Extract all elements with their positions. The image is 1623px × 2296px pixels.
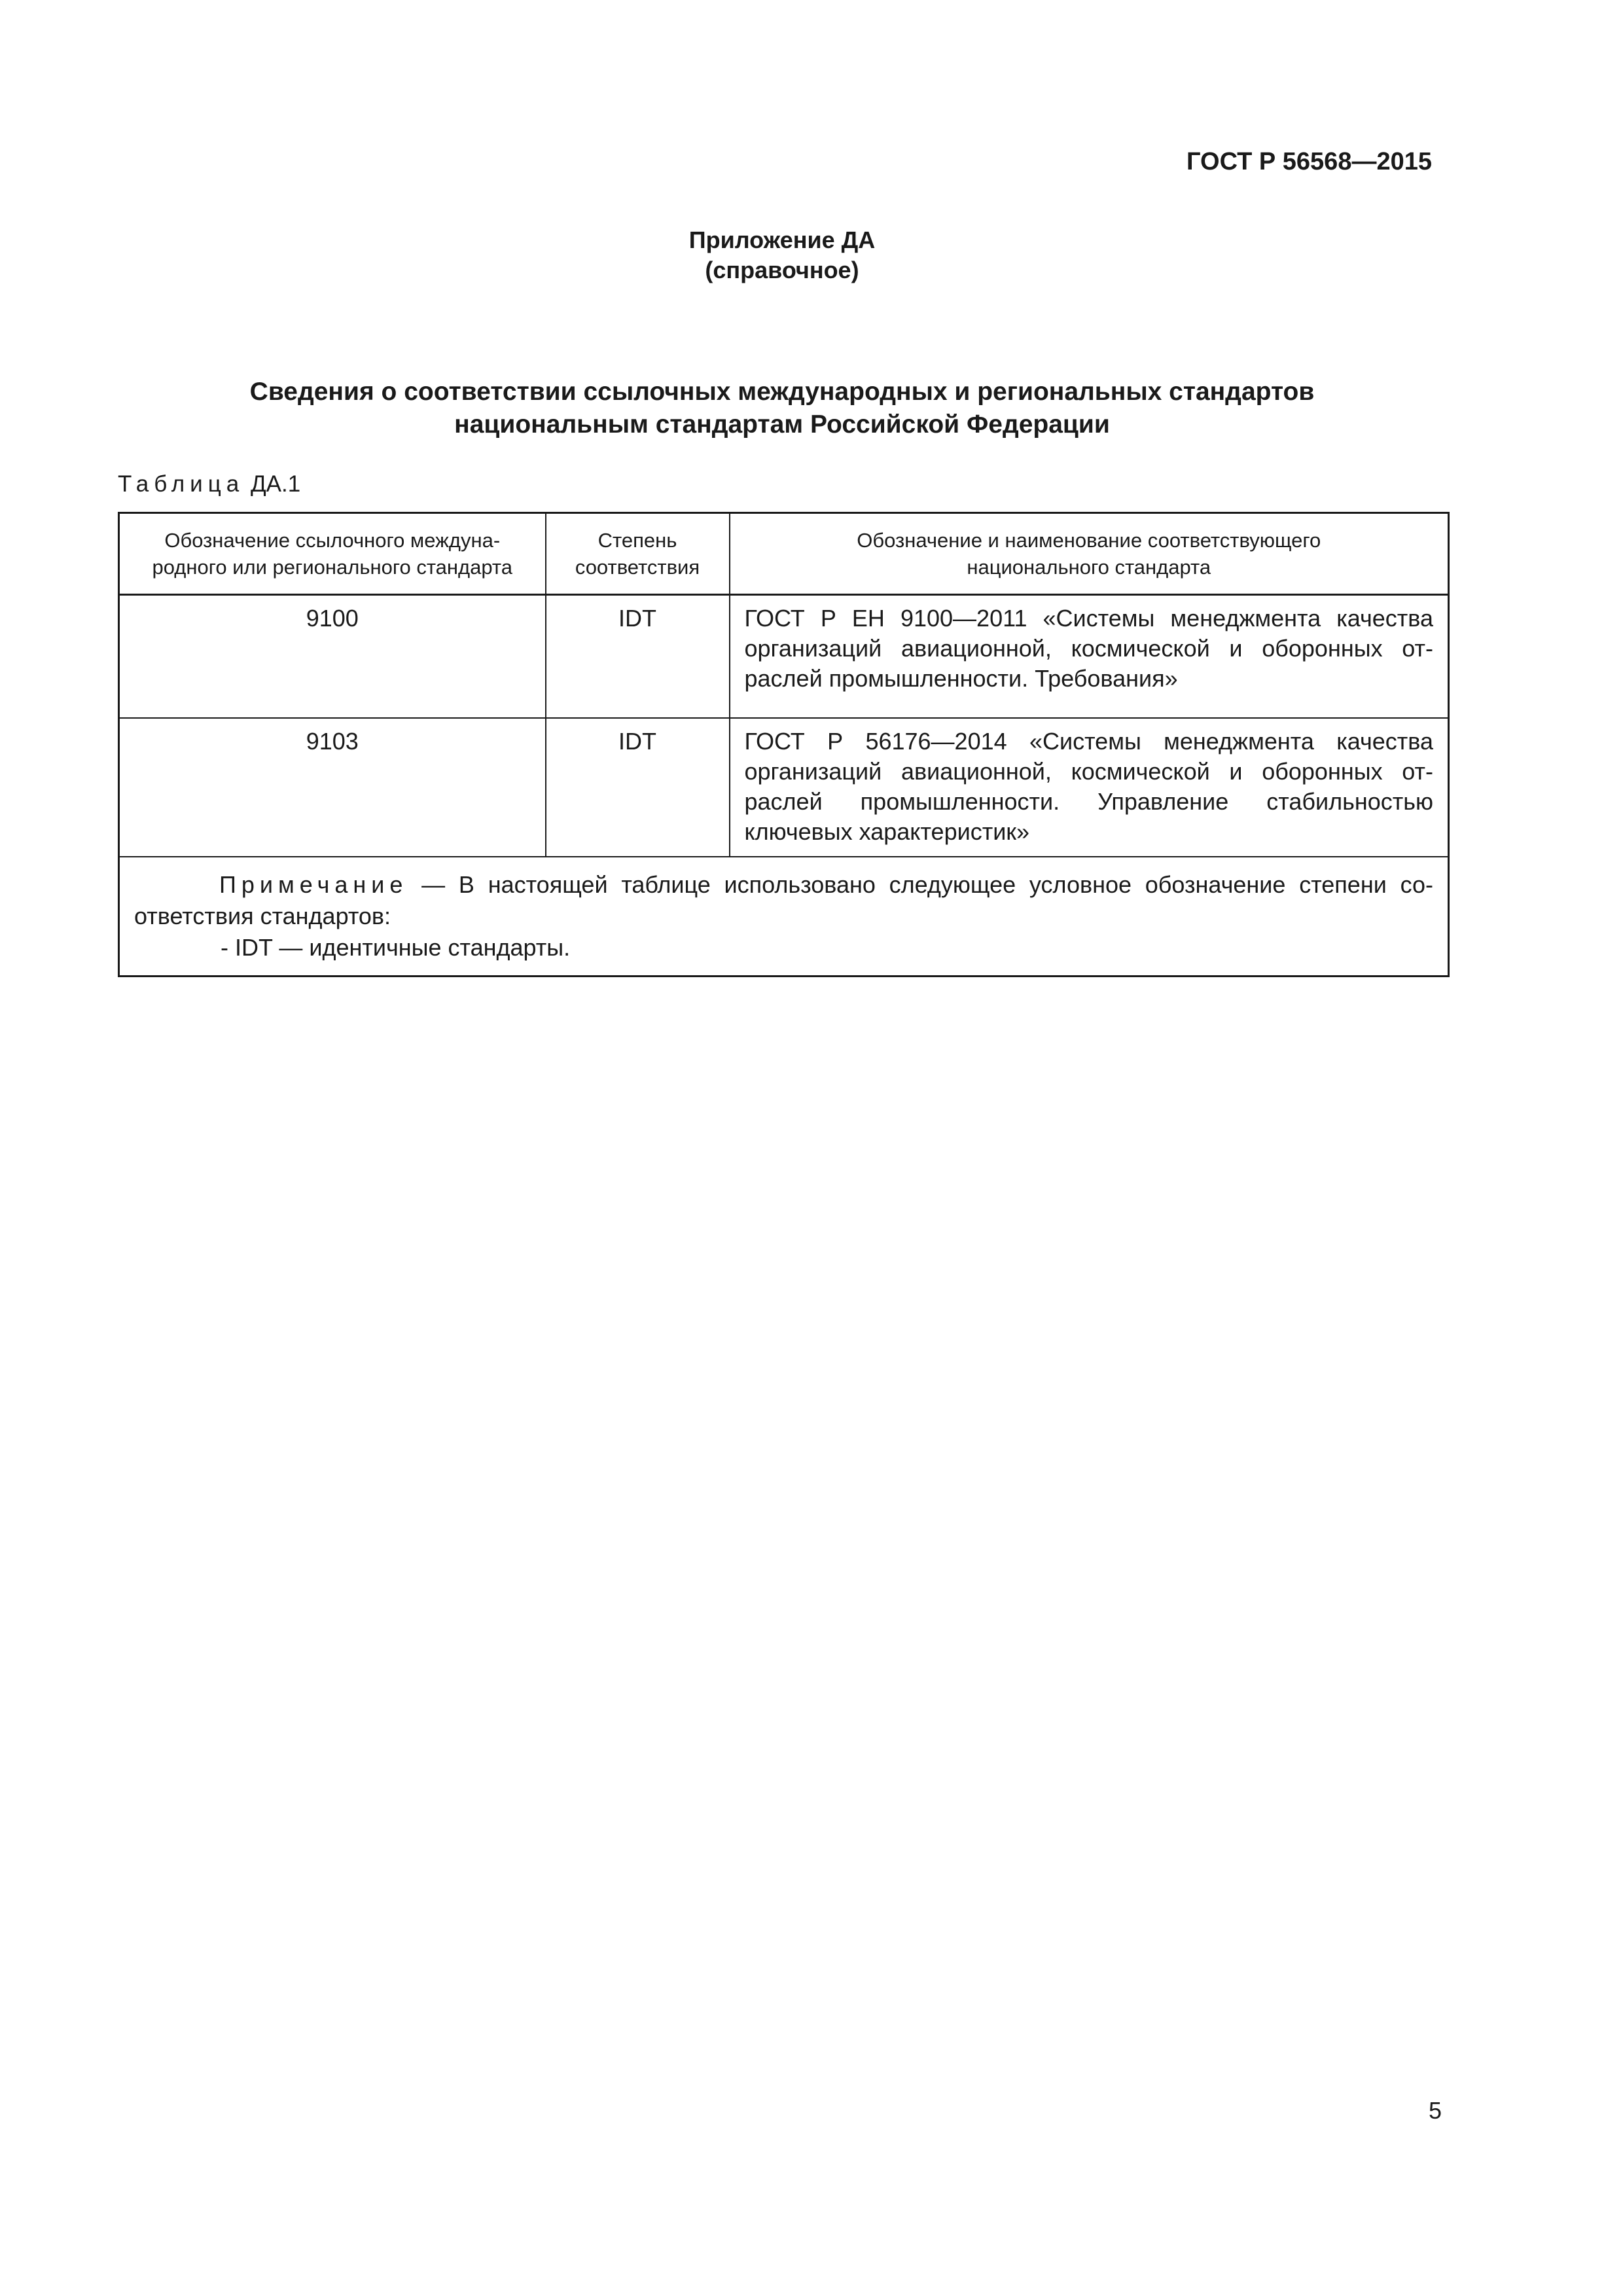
column-header-degree-line1: Степень bbox=[597, 529, 677, 552]
table-row bbox=[119, 595, 1449, 719]
column-header-reference-line1: Обозначение ссылочного междуна- bbox=[164, 529, 501, 552]
national-standard-cell: ГОСТ Р ЕН 9100—2011 «Системы менеджмента качества организаций авиационной, космической и оборонных от-раслей промышленности. Требования» bbox=[730, 595, 1449, 719]
table-caption bbox=[118, 471, 300, 497]
column-header-national-line2: национального стандарта bbox=[967, 556, 1211, 579]
column-header-degree bbox=[546, 513, 730, 595]
note-paragraph bbox=[134, 869, 1433, 932]
table-note bbox=[119, 857, 1449, 977]
appendix-title: Приложение ДА bbox=[688, 226, 876, 253]
section-title bbox=[118, 376, 1446, 441]
section-title-line2: национальным стандартам Российской Федерации bbox=[454, 410, 1110, 439]
note-list-item: - IDT — идентичные стандарты. bbox=[221, 934, 571, 961]
correspondence-table bbox=[118, 512, 1450, 977]
section-title-line1: Сведения о соответствии ссылочных международных и региональных стандартов bbox=[249, 378, 1315, 406]
reference-cell: 9103 bbox=[119, 718, 546, 857]
table-note-row bbox=[119, 857, 1449, 977]
document-code: ГОСТ Р 56568—2015 bbox=[1186, 148, 1432, 175]
column-header-degree-line2: соответствия bbox=[575, 556, 700, 579]
degree-cell: IDT bbox=[546, 718, 730, 857]
column-header-reference-line2: родного или регионального стандарта bbox=[152, 556, 513, 579]
note-label: Примечание bbox=[219, 871, 408, 898]
degree-cell: IDT bbox=[546, 595, 730, 719]
table-caption-number: ДА.1 bbox=[250, 471, 301, 497]
column-header-national-line1: Обозначение и наименование соответствующего bbox=[857, 529, 1321, 552]
table-row bbox=[119, 718, 1449, 857]
national-standard-cell: ГОСТ Р 56176—2014 «Системы менеджмента качества организаций авиационной, космической и оборонных от-раслей промышленности. Управление стабильностью ключевых характеристик» bbox=[730, 718, 1449, 857]
page-number: 5 bbox=[1428, 2097, 1442, 2124]
appendix-heading bbox=[0, 225, 1564, 285]
table-header-row bbox=[119, 513, 1449, 595]
reference-cell: 9100 bbox=[119, 595, 546, 719]
column-header-national bbox=[730, 513, 1449, 595]
table-caption-word: Таблица bbox=[118, 471, 245, 497]
note-text: — В настоящей таблице использовано следующее условное обозначение степени со-ответствия стандартов: bbox=[134, 871, 1433, 929]
column-header-reference bbox=[119, 513, 546, 595]
appendix-subtitle: (справочное) bbox=[705, 257, 859, 283]
